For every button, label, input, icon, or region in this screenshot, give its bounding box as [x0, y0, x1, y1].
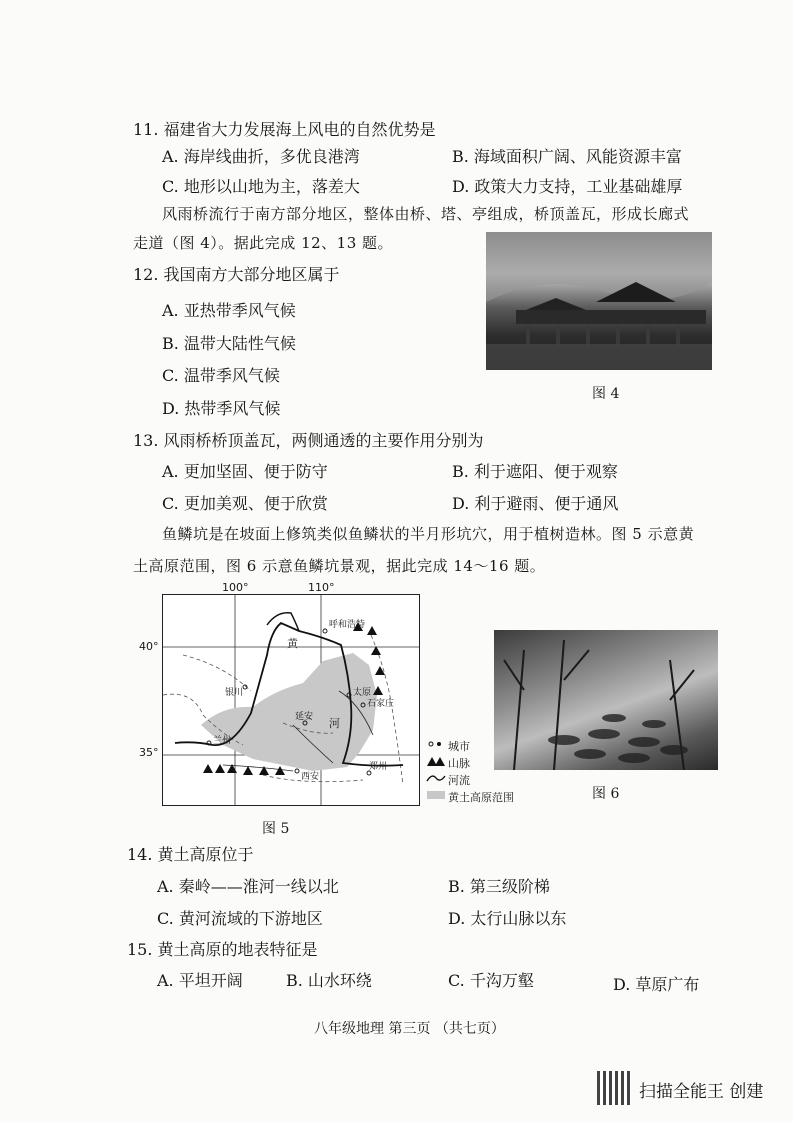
- city-yinchuan: 银川: [225, 688, 244, 698]
- lon-110: 110°: [308, 581, 335, 594]
- q14-option-d: D. 太行山脉以东: [448, 909, 567, 928]
- q15-stem: 15. 黄土高原的地表特征是: [127, 940, 318, 959]
- fig5-loess-plateau-map: [162, 594, 420, 806]
- legend-plateau-label: 黄土高原范围: [448, 790, 514, 804]
- city-hohhot: 呼和浩特: [329, 620, 366, 630]
- q12-option-d: D. 热带季风气候: [162, 399, 281, 418]
- legend-mountain-label: 山脉: [448, 756, 470, 770]
- legend-plateau: [426, 788, 514, 805]
- intro-12-13-line2: 走道（图 4）。据此完成 12、13 题。: [133, 234, 394, 252]
- q13-stem: 13. 风雨桥桥顶盖瓦，两侧通透的主要作用分别为: [133, 431, 484, 450]
- lat-40: 40°: [139, 640, 159, 653]
- q12-option-a: A. 亚热带季风气候: [162, 301, 296, 320]
- q14-option-a: A. 秦岭——淮河一线以北: [157, 877, 339, 896]
- shaded-region-icon: [426, 790, 448, 803]
- q14-option-c: C. 黄河流域的下游地区: [157, 909, 323, 928]
- q15-option-c: C. 千沟万壑: [448, 971, 534, 990]
- q13-option-a: A. 更加坚固、便于防守: [162, 462, 328, 481]
- q13-option-b: B. 利于遮阳、便于观察: [452, 462, 618, 481]
- qr-code-icon: [597, 1071, 631, 1105]
- fig6-caption: 图 6: [592, 786, 620, 802]
- q15-option-d: D. 草原广布: [613, 975, 700, 994]
- city-shijiazhuang: 石家庄: [367, 699, 395, 709]
- q11-option-d: D. 政策大力支持，工业基础雄厚: [452, 177, 683, 196]
- q15-option-b: B. 山水环绕: [286, 971, 372, 990]
- q12-stem: 12. 我国南方大部分地区属于: [133, 265, 340, 284]
- q12-option-b: B. 温带大陆性气候: [162, 334, 296, 353]
- q14-stem: 14. 黄土高原位于: [127, 845, 254, 864]
- page-footer: 八年级地理 第三页 （共七页）: [314, 1021, 505, 1037]
- legend-city-label: 城市: [448, 739, 470, 753]
- fig4-caption: 图 4: [592, 386, 620, 402]
- q12-option-c: C. 温带季风气候: [162, 366, 280, 385]
- q13-option-d: D. 利于避雨、便于通风: [452, 494, 619, 513]
- mountain-icon: [426, 756, 448, 769]
- fig5-caption: 图 5: [262, 821, 290, 837]
- river-label-he: 河: [329, 717, 340, 730]
- q11-stem: 11. 福建省大力发展海上风电的自然优势是: [133, 120, 436, 139]
- q13-option-c: C. 更加美观、便于欣赏: [162, 494, 328, 513]
- q11-option-c: C. 地形以山地为主，落差大: [162, 177, 360, 196]
- city-zhengzhou: 郑州: [369, 762, 388, 772]
- fig4-bridge-photo: [486, 232, 712, 370]
- intro-14-16-line1: 鱼鳞坑是在坡面上修筑类似鱼鳞状的半月形坑穴，用于植树造林。图 5 示意黄: [162, 525, 695, 543]
- scanner-watermark: 扫描全能王 创建: [639, 1082, 764, 1102]
- river-icon: [426, 773, 448, 786]
- city-taiyuan: 太原: [353, 688, 372, 698]
- city-lanzhou: 兰州: [213, 736, 232, 746]
- intro-12-13-line1: 风雨桥流行于南方部分地区，整体由桥、塔、亭组成，桥顶盖瓦，形成长廊式: [162, 205, 690, 223]
- city-xian: 西安: [301, 772, 320, 782]
- q11-option-b: B. 海域面积广阔、风能资源丰富: [452, 147, 682, 166]
- legend-river: [426, 771, 514, 788]
- q11-option-a: A. 海岸线曲折，多优良港湾: [162, 147, 360, 166]
- lon-100: 100°: [222, 581, 249, 594]
- legend-river-label: 河流: [448, 773, 470, 787]
- city-dots-icon: [426, 739, 448, 752]
- intro-14-16-line2: 土高原范围，图 6 示意鱼鳞坑景观，据此完成 14～16 题。: [133, 557, 546, 575]
- q14-option-b: B. 第三级阶梯: [448, 877, 550, 896]
- lat-35: 35°: [139, 746, 159, 759]
- city-yanan: 延安: [295, 712, 314, 722]
- river-label-huang: 黄: [287, 637, 298, 650]
- fig6-fish-scale-pits-photo: [494, 630, 718, 770]
- q15-option-a: A. 平坦开阔: [157, 971, 243, 990]
